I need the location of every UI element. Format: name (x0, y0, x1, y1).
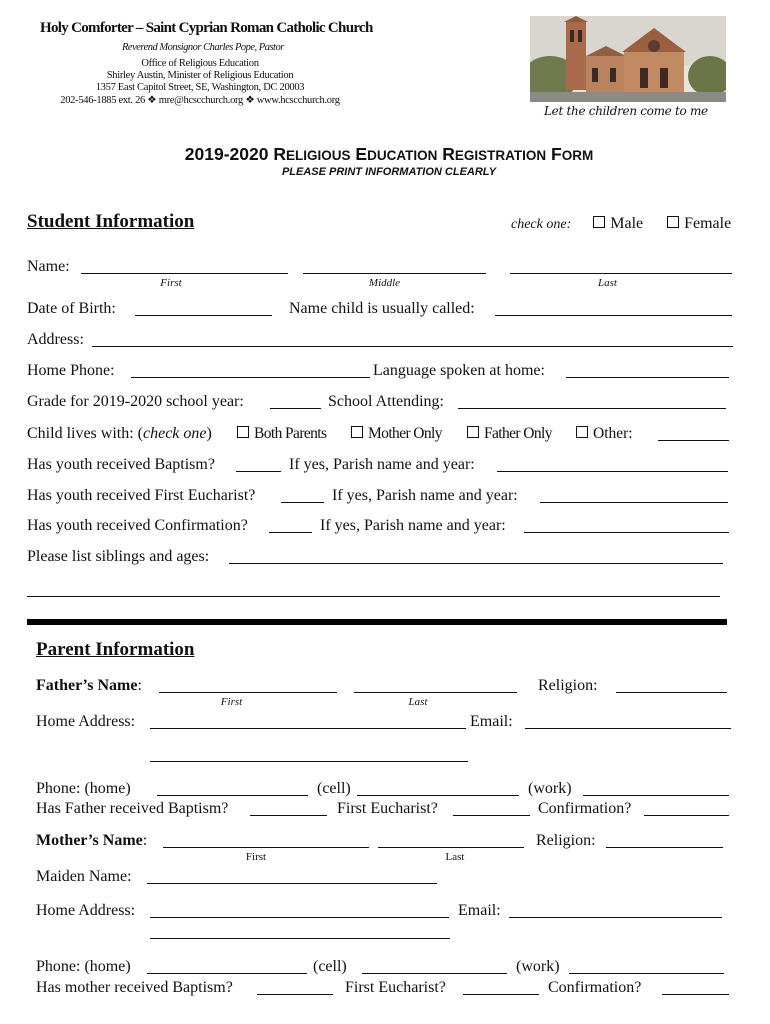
mother-email-label: Email: (458, 902, 501, 919)
maiden-name-field[interactable] (147, 883, 437, 884)
lives-with-label: Child lives with: ( (27, 425, 143, 442)
confirmation-parish-label: If yes, Parish name and year: (320, 517, 506, 534)
mother-first-field[interactable] (163, 847, 369, 848)
grade-field[interactable] (270, 408, 321, 409)
name-label: Name: (27, 258, 70, 275)
office-line: Office of Religious Education (141, 58, 259, 69)
father-last-caption: Last (408, 696, 428, 708)
mother-first-caption: First (245, 851, 267, 863)
maiden-name-label: Maiden Name: (36, 868, 132, 885)
father-eucharist-field[interactable] (453, 815, 530, 816)
grade-label: Grade for 2019-2020 school year: (27, 393, 244, 410)
father-baptism-label: Has Father received Baptism? (36, 800, 229, 817)
check-one-label: check one: (511, 217, 572, 232)
father-address-label: Home Address: (36, 713, 136, 730)
mother-address-field[interactable] (150, 917, 449, 918)
confirmation-parish-field[interactable] (524, 532, 729, 533)
father-confirmation-label: Confirmation? (538, 800, 632, 817)
male-checkbox[interactable] (593, 216, 605, 228)
father-only-label: Father Only (484, 425, 552, 442)
called-field[interactable] (495, 315, 732, 316)
lives-with-row (27, 425, 212, 443)
school-label: School Attending: (328, 393, 444, 410)
father-last-field[interactable] (354, 692, 517, 693)
mother-work-label: (work) (516, 958, 560, 975)
mother-cell-label: (cell) (313, 958, 347, 975)
address-label: Address: (27, 331, 84, 348)
female-checkbox[interactable] (667, 216, 679, 228)
both-parents-label: Both Parents (254, 425, 327, 442)
mother-religion-label: Religion: (536, 832, 596, 849)
form-subtitle: PLEASE PRINT INFORMATION CLEARLY (281, 166, 497, 178)
father-religion-label: Religion: (538, 677, 598, 694)
both-parents-option[interactable] (237, 425, 326, 443)
mother-only-checkbox[interactable] (351, 426, 363, 438)
father-baptism-field[interactable] (250, 815, 327, 816)
dob-label: Date of Birth: (27, 300, 116, 317)
father-address-field[interactable] (150, 728, 466, 729)
female-label: Female (684, 215, 732, 232)
mother-baptism-label: Has mother received Baptism? (36, 979, 233, 996)
language-field[interactable] (566, 377, 729, 378)
both-parents-checkbox[interactable] (237, 426, 249, 438)
dob-field[interactable] (135, 315, 272, 316)
mother-eucharist-field[interactable] (463, 994, 539, 995)
other-field[interactable] (658, 440, 729, 441)
father-first-caption: First (220, 696, 243, 708)
youth-confirmation-label: Has youth received Confirmation? (27, 517, 248, 534)
mother-only-label: Mother Only (368, 425, 442, 442)
motto-text: Let the children come to me (544, 104, 708, 118)
mother-religion-field[interactable] (606, 847, 723, 848)
address-line: 1357 East Capitol Street, SE, Washington, DC 20003 (95, 82, 305, 93)
minister-line: Shirley Austin, Minister of Religious Education (106, 70, 294, 81)
father-phone-home-label: Phone: (home) (36, 780, 131, 797)
school-field[interactable] (458, 408, 726, 409)
siblings-label: Please list siblings and ages: (27, 548, 210, 565)
eucharist-parish-field[interactable] (540, 502, 728, 503)
called-label: Name child is usually called: (289, 300, 475, 317)
father-phone-home-field[interactable] (157, 795, 308, 796)
lives-with-check: check one (143, 425, 207, 442)
middle-caption: Middle (368, 277, 401, 289)
father-address-field-line2[interactable] (150, 761, 468, 762)
language-label: Language spoken at home: (373, 362, 545, 379)
lives-with-close: ) (206, 425, 212, 442)
mother-eucharist-label: First Eucharist? (345, 979, 446, 996)
mother-last-field[interactable] (378, 847, 524, 848)
mother-email-field[interactable] (509, 917, 722, 918)
mother-confirmation-label: Confirmation? (548, 979, 642, 996)
father-cell-label: (cell) (317, 780, 351, 797)
pastor-line: Reverend Monsignor Charles Pope, Pastor (122, 42, 284, 53)
mother-name-label: Mother’s Name: (36, 832, 148, 849)
mother-last-caption: Last (445, 851, 465, 863)
father-only-checkbox[interactable] (467, 426, 479, 438)
other-option[interactable] (576, 425, 633, 443)
middle-name-field[interactable] (303, 273, 486, 274)
father-only-option[interactable] (467, 425, 552, 443)
father-first-field[interactable] (159, 692, 337, 693)
section-divider (27, 619, 727, 625)
youth-eucharist-label: Has youth received First Eucharist? (27, 487, 256, 504)
form-title: 2019-2020 RELIGIOUS EDUCATION REGISTRATION FORM (184, 144, 594, 164)
youth-eucharist-field[interactable] (281, 502, 324, 503)
eucharist-parish-label: If yes, Parish name and year: (332, 487, 518, 504)
church-name: Holy Comforter – Saint Cyprian Roman Catholic Church (40, 20, 373, 36)
mother-baptism-field[interactable] (257, 994, 333, 995)
student-section-heading: Student Information (27, 211, 195, 232)
mother-address-field-line2[interactable] (150, 938, 450, 939)
siblings-field-line2[interactable] (27, 596, 720, 597)
first-caption: First (160, 277, 182, 289)
baptism-parish-label: If yes, Parish name and year: (289, 456, 475, 473)
parent-section-heading: Parent Information (36, 639, 195, 660)
father-work-label: (work) (528, 780, 572, 797)
mother-only-option[interactable] (351, 425, 442, 443)
father-cell-field[interactable] (357, 795, 519, 796)
mother-phone-home-field[interactable] (147, 973, 307, 974)
youth-baptism-label: Has youth received Baptism? (27, 456, 215, 473)
mother-work-field[interactable] (569, 973, 724, 974)
youth-confirmation-field[interactable] (269, 532, 312, 533)
home-phone-field[interactable] (131, 377, 370, 378)
father-email-label: Email: (470, 713, 513, 730)
father-eucharist-label: First Eucharist? (337, 800, 438, 817)
father-religion-field[interactable] (616, 692, 727, 693)
last-name-field[interactable] (510, 273, 732, 274)
youth-baptism-field[interactable] (236, 471, 281, 472)
mother-cell-field[interactable] (362, 973, 507, 974)
father-confirmation-field[interactable] (644, 815, 729, 816)
mother-address-label: Home Address: (36, 902, 136, 919)
other-checkbox[interactable] (576, 426, 588, 438)
mother-phone-home-label: Phone: (home) (36, 958, 131, 975)
home-phone-label: Home Phone: (27, 362, 115, 379)
last-caption: Last (598, 277, 617, 289)
church-building-image (530, 16, 726, 102)
mother-confirmation-field[interactable] (662, 994, 729, 995)
gender-selector (511, 215, 731, 233)
address-field[interactable] (92, 346, 733, 347)
male-label: Male (610, 215, 644, 232)
father-name-label: Father’s Name: (36, 677, 142, 694)
siblings-field[interactable] (229, 563, 723, 564)
other-label: Other: (593, 425, 633, 442)
contact-line: 202-546-1885 ext. 26 ❖ mre@hcscchurch.org ❖ www.hcscchurch.org (60, 95, 340, 106)
father-work-field[interactable] (583, 795, 729, 796)
father-email-field[interactable] (525, 728, 731, 729)
first-name-field[interactable] (81, 273, 288, 274)
baptism-parish-field[interactable] (497, 471, 728, 472)
